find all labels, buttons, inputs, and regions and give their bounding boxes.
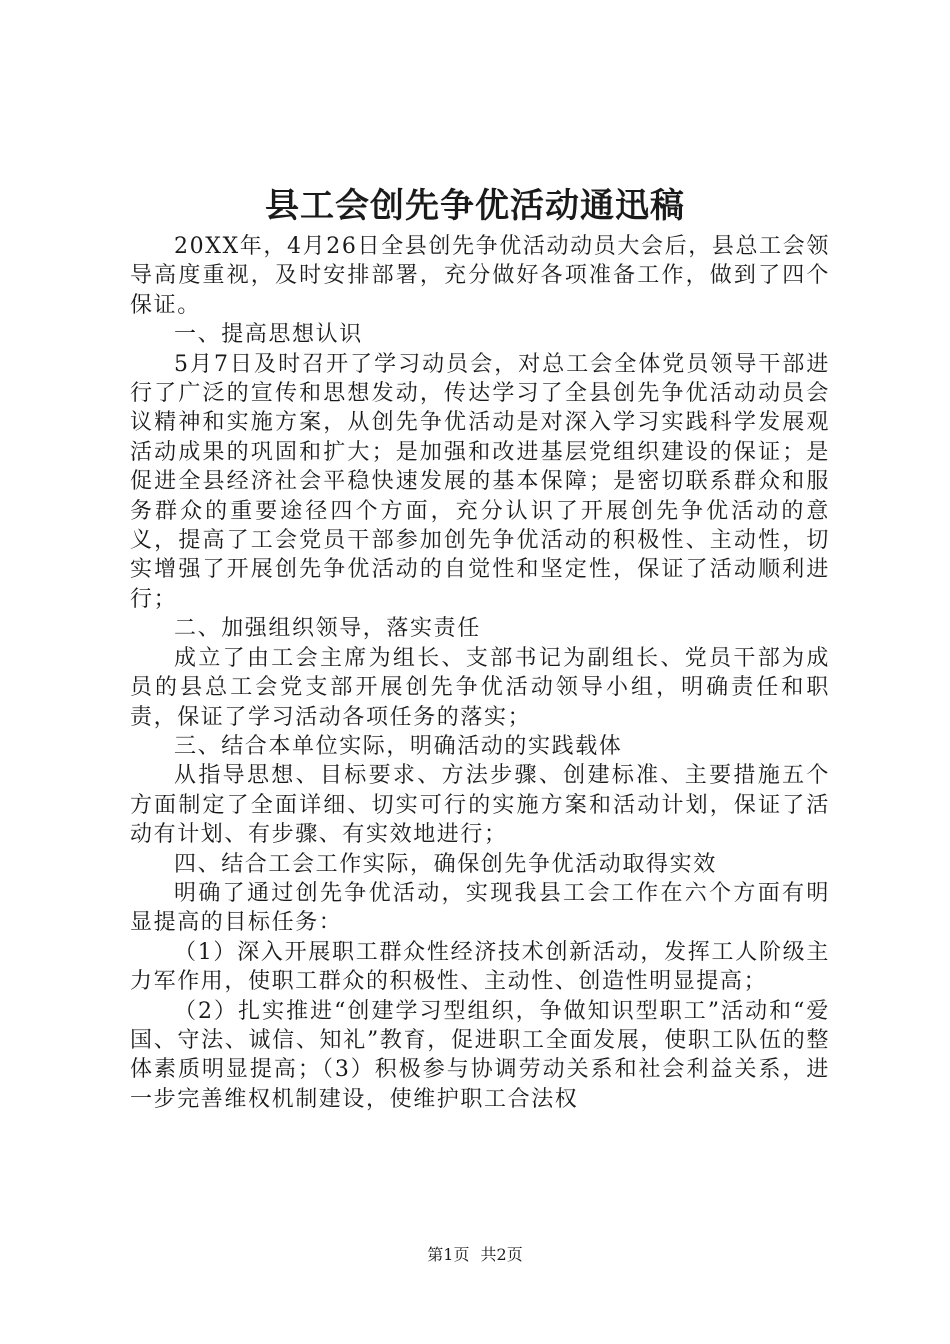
list-item-1: （1）深入开展职工群众性经济技术创新活动，发挥工人阶级主力军作用，使职工群众的积极性、主动性、创造性明显提高； (130, 939, 830, 995)
list-item-2-3: （2）扎实推进“创建学习型组织，争做知识型职工”活动和“爱国、守法、诚信、知礼”教育，促进职工全面发展，使职工队伍的整体素质明显提高；（3）积极参与协调劳动关系和社会利益关系，进一步完善维权机制建设，使维护职工合法权 (130, 998, 830, 1112)
paragraph-intro: 20XX年，4月26日全县创先争优活动动员大会后，县总工会领导高度重视，及时安排部署，充分做好各项准备工作，做到了四个保证。 (130, 234, 830, 318)
paragraph-section-3: 从指导思想、目标要求、方法步骤、创建标准、主要措施五个方面制定了全面详细、切实可行的实施方案和活动计划，保证了活动有计划、有步骤、有实效地进行； (130, 763, 830, 848)
paragraph-section-1: 5月7日及时召开了学习动员会，对总工会全体党员领导干部进行了广泛的宣传和思想发动，传达学习了全县创先争优活动动员会议精神和实施方案，从创先争优活动是对深入学习实践科学发展观活动成果的巩固和扩大；是加强和改进基层党组织建设的保证；是促进全县经济社会平稳快速发展的基本保障；是密切联系群众和服务群众的重要途径四个方面，充分认识了开展创先争优活动的意义，提高了工会党员干部参加创先争优活动的积极性、主动性，切实增强了开展创先争优活动的自觉性和坚定性，保证了活动顺利进行； (130, 351, 830, 612)
heading-section-3: 三、结合本单位实际，明确活动的实践载体 (174, 733, 623, 759)
document-body (130, 232, 830, 1114)
document-title: 县工会创先争优活动通迅稿 (265, 186, 685, 226)
page-total: 共2页 (480, 1245, 523, 1264)
page-footer (0, 1244, 950, 1266)
heading-section-2: 二、加强组织领导，落实责任 (174, 616, 481, 642)
heading-section-4: 四、结合工会工作实际，确保创先争优活动取得实效 (174, 851, 717, 877)
page-number: 第1页 (427, 1245, 470, 1264)
paragraph-section-2: 成立了由工会主席为组长、支部书记为副组长、党员干部为成员的县总工会党支部开展创先争优活动领导小组，明确责任和职责，保证了学习活动各项任务的落实； (130, 645, 830, 730)
heading-section-1: 一、提高思想认识 (174, 322, 363, 348)
paragraph-section-4: 明确了通过创先争优活动，实现我县工会工作在六个方面有明显提高的目标任务： (130, 880, 830, 936)
